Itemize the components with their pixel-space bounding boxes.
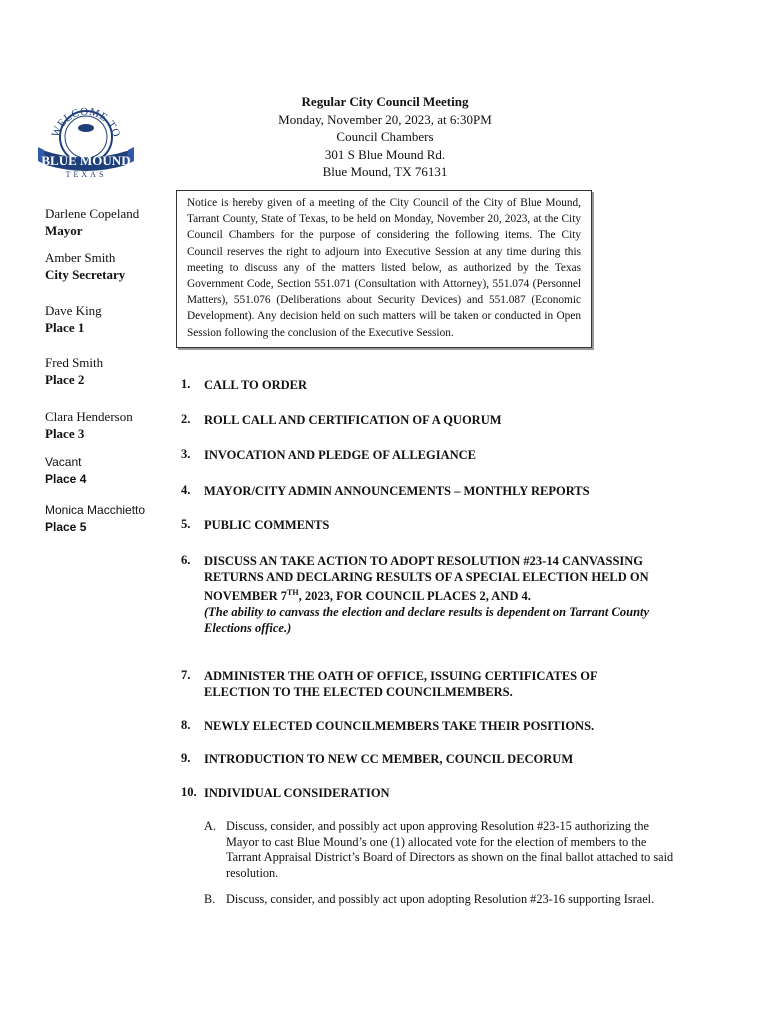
agenda-text: NEWLY ELECTED COUNCILMEMBERS TAKE THEIR POSITIONS. bbox=[204, 719, 595, 733]
agenda-text-part-a: DISCUSS AN TAKE ACTION TO ADOPT RESOLUTION #23-14 CANVASSING RETURNS AND DECLARING RESULTS OF A SPECIAL ELECTION HELD ON NOVEMBER 7 bbox=[204, 554, 649, 604]
agenda-number: 10. bbox=[181, 785, 197, 799]
logo-top-text: WELCOME TO bbox=[49, 105, 123, 139]
meeting-title: Regular City Council Meeting bbox=[301, 94, 469, 109]
sub-item-text: Discuss, consider, and possibly act upon adopting Resolution #23-16 supporting Israel. bbox=[226, 892, 655, 906]
agenda-text: INTRODUCTION TO NEW CC MEMBER, COUNCIL DECORUM bbox=[204, 752, 574, 766]
member-place-3 bbox=[45, 408, 133, 442]
member-role: Mayor bbox=[45, 223, 83, 238]
member-name: Vacant bbox=[45, 455, 82, 469]
agenda-text: INDIVIDUAL CONSIDERATION bbox=[204, 786, 390, 800]
member-name: Monica Macchietto bbox=[45, 503, 146, 517]
member-role: Place 1 bbox=[45, 320, 85, 335]
sub-item-text: Discuss, consider, and possibly act upon approving Resolution #23-15 authorizing the Mayor to cast Blue Mound’s one (1) allocated vote for the election of members to the Tarrant Appraisal District’s Board of Directors as shown on the final ballot attached to said resolution. bbox=[226, 819, 674, 880]
member-name: Fred Smith bbox=[45, 355, 104, 370]
sub-item-letter: A. bbox=[204, 819, 216, 833]
agenda-number: 2. bbox=[181, 412, 191, 426]
agenda-number: 9. bbox=[181, 751, 191, 765]
agenda-text: INVOCATION AND PLEDGE OF ALLEGIANCE bbox=[204, 448, 477, 462]
agenda-number: 5. bbox=[181, 517, 191, 531]
meeting-venue: Council Chambers bbox=[336, 129, 434, 144]
agenda-number: 6. bbox=[181, 553, 191, 567]
agenda-text: PUBLIC COMMENTS bbox=[204, 518, 330, 532]
meeting-address-line1: 301 S Blue Mound Rd. bbox=[324, 146, 446, 162]
logo-band-text: BLUE MOUND bbox=[41, 153, 131, 168]
member-name: Amber Smith bbox=[45, 250, 116, 265]
agenda-text: ROLL CALL AND CERTIFICATION OF A QUORUM bbox=[204, 413, 502, 427]
meeting-address-line2: Blue Mound, TX 76131 bbox=[322, 164, 448, 179]
agenda-note: (The ability to canvass the election and declare results is dependent on Tarrant County Elections office.) bbox=[204, 605, 650, 636]
city-logo bbox=[36, 95, 136, 179]
member-mayor bbox=[45, 205, 139, 239]
agenda-text: MAYOR/CITY ADMIN ANNOUNCEMENTS – MONTHLY REPORTS bbox=[204, 484, 590, 498]
member-city-secretary bbox=[45, 249, 125, 283]
meeting-date: Monday, November 20, 2023, at 6:30PM bbox=[278, 111, 492, 127]
meeting-header bbox=[225, 93, 545, 181]
agenda-number: 3. bbox=[181, 447, 191, 461]
logo-texas-text: TEXAS bbox=[65, 170, 107, 179]
member-place-1 bbox=[45, 302, 102, 336]
member-place-2 bbox=[45, 354, 103, 388]
notice-box: Notice is hereby given of a meeting of the City Council of the City of Blue Mound, Tarrant County, State of Texas, to be held on Monday, November 20, 2023, at the City Council Chambers for the purpose of considering the following items. The City Council reserves the right to adjourn into Executive Session at any time during this meeting to discuss any of the matters listed below, as authorized by the Texas Government Code, Section 551.071 (Consultation with Attorney), 551.074 (Personnel Matters), 551.076 (Deliberations about Security Devices) and 551.087 (Economic Development). Any decision held on such matters will be taken or conducted in Open Session following the conclusion of the Executive Session. bbox=[176, 190, 592, 348]
member-name: Dave King bbox=[45, 303, 102, 318]
agenda-text: CALL TO ORDER bbox=[204, 378, 308, 392]
member-role: Place 2 bbox=[45, 372, 85, 387]
member-role: City Secretary bbox=[45, 267, 126, 282]
member-name: Clara Henderson bbox=[45, 409, 133, 424]
member-place-5 bbox=[45, 502, 145, 536]
member-role: Place 3 bbox=[45, 426, 85, 441]
agenda-text-superscript: TH bbox=[287, 588, 299, 597]
member-role: Place 4 bbox=[45, 472, 87, 486]
member-name: Darlene Copeland bbox=[45, 206, 140, 221]
member-place-4 bbox=[45, 454, 86, 488]
agenda-number: 8. bbox=[181, 718, 191, 732]
agenda-text: ADMINISTER THE OATH OF OFFICE, ISSUING CERTIFICATES OF ELECTION TO THE ELECTED COUNCILMEMBERS. bbox=[204, 669, 598, 699]
agenda-number: 4. bbox=[181, 483, 191, 497]
svg-text:WELCOME TO bbox=[50, 106, 123, 139]
member-role: Place 5 bbox=[45, 520, 87, 534]
sub-item-letter: B. bbox=[204, 892, 216, 906]
agenda-text-part-b: , 2023, FOR COUNCIL PLACES 2, AND 4. bbox=[298, 589, 531, 604]
agenda-number: 7. bbox=[181, 668, 191, 682]
agenda-number: 1. bbox=[181, 377, 191, 391]
agenda-text bbox=[204, 553, 664, 636]
